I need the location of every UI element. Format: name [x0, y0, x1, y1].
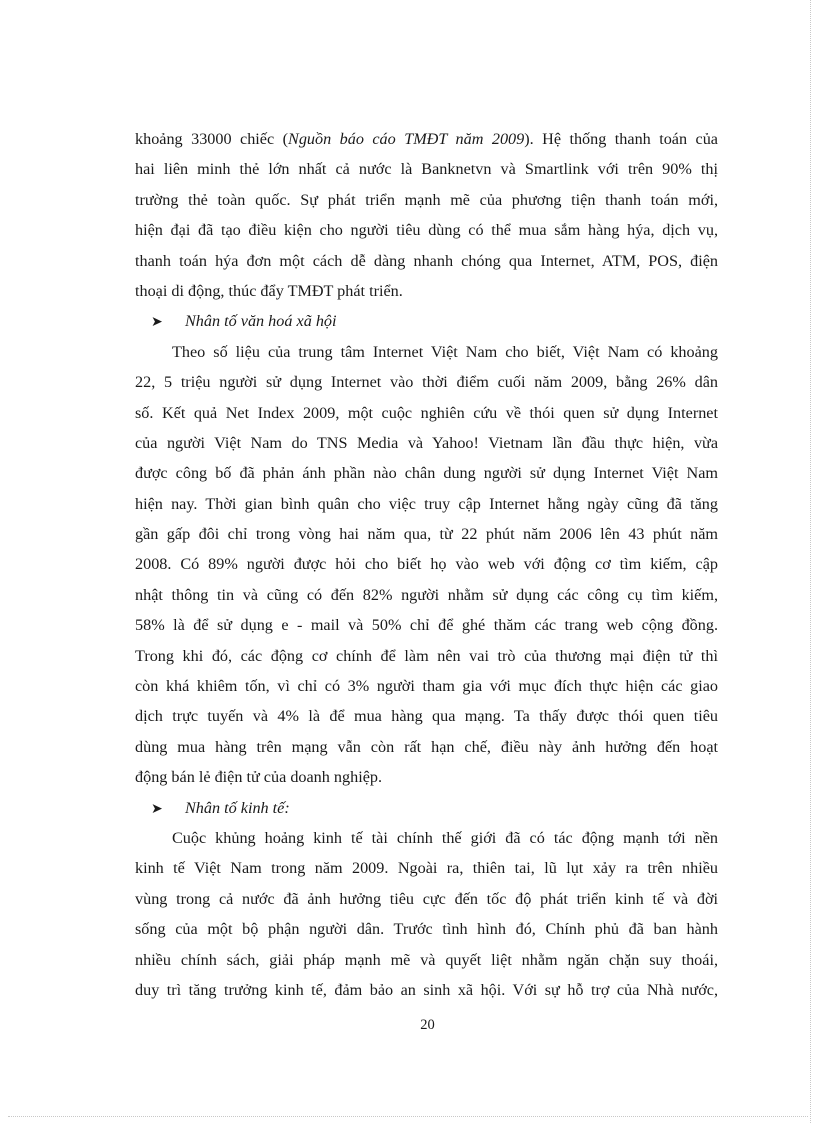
paragraph-1-line-1 — [135, 124, 718, 154]
paragraph-2-line: còn khá khiêm tốn, vì chỉ có 3% người tham gia với mục đích thực hiện các giao — [135, 677, 718, 696]
paragraph-2-line: nhật thông tin và cũng có đến 82% người nhằm sử dụng các công cụ tìm kiếm, — [135, 585, 718, 604]
citation-prefix: khoảng 33000 chiếc ( — [135, 130, 289, 148]
citation-source: Nguồn báo cáo TMĐT năm 2009 — [288, 130, 525, 148]
paragraph-3-line: vùng trong cả nước đã ảnh hưởng tiêu cực đến tốc độ phát triển kinh tế và đời — [135, 889, 718, 908]
paragraph-3-line: duy trì tăng trưởng kinh tế, đảm bảo an sinh xã hội. Với sự hỗ trợ của Nhà nước, — [135, 980, 718, 999]
page-boundary-right — [810, 0, 811, 1123]
paragraph-3-line: nhiều chính sách, giải pháp mạnh mẽ và quyết liệt nhằm ngăn chặn suy thoái, — [135, 950, 718, 969]
paragraph-1-line: trường thẻ toàn quốc. Sự phát triển mạnh mẽ của phương tiện thanh toán mới, — [135, 190, 718, 209]
paragraph-2-line: 2008. Có 89% người được hỏi cho biết họ vào web với động cơ tìm kiếm, cập — [135, 555, 718, 574]
section-heading-text: Nhân tố kinh tế: — [185, 798, 290, 817]
paragraph-2-line: gần gấp đôi chỉ trong vòng hai năm qua, từ 22 phút năm 2006 lên 43 phút năm — [135, 525, 718, 544]
paragraph-2-line: số. Kết quả Net Index 2009, một cuộc nghiên cứu về thói quen sử dụng Internet — [135, 403, 718, 422]
arrow-bullet-icon: ➤ — [151, 801, 163, 817]
citation-suffix: ). Hệ thống thanh toán của — [524, 130, 718, 148]
paragraph-2-line: dịch trực tuyến và 4% là để mua hàng qua mạng. Ta thấy được thói quen tiêu — [135, 707, 718, 726]
paragraph-2-line: 22, 5 triệu người sử dụng Internet vào thời điểm cuối năm 2009, bằng 26% dân — [135, 373, 718, 392]
paragraph-2-line: được công bố đã phản ánh phần nào chân dung người sử dụng Internet Việt Nam — [135, 464, 718, 483]
paragraph-2-line: 58% là để sử dụng e - mail và 50% chỉ để ghé thăm các trang web cộng đồng. — [135, 616, 718, 635]
section-heading-text: Nhân tố văn hoá xã hội — [185, 312, 337, 331]
paragraph-1-line: thanh toán hýa đơn một cách dễ dàng nhanh chóng qua Internet, ATM, POS, điện — [135, 251, 718, 270]
arrow-bullet-icon: ➤ — [151, 315, 163, 331]
paragraph-3-line: kinh tế Việt Nam trong năm 2009. Ngoài ra, thiên tai, lũ lụt xảy ra trên nhiều — [135, 859, 718, 878]
page-body — [135, 124, 718, 1005]
paragraph-2-line: dùng mua hàng trên mạng vẫn còn rất hạn chế, điều này ảnh hưởng đến hoạt — [135, 737, 718, 756]
section-heading-economy — [135, 793, 718, 823]
paragraph-2-line: Trong khi đó, các động cơ chính để làm nên vai trò của thương mại điện tử thì — [135, 646, 718, 665]
paragraph-2-line: Theo số liệu của trung tâm Internet Việt Nam cho biết, Việt Nam có khoảng — [172, 342, 718, 361]
paragraph-1-line: thoại di động, thúc đẩy TMĐT phát triển. — [135, 281, 403, 300]
paragraph-2-line: hiện nay. Thời gian bình quân cho việc truy cập Internet hằng ngày cũng đã tăng — [135, 494, 718, 513]
paragraph-1-line: hai liên minh thẻ lớn nhất cả nước là Banknetvn và Smartlink với trên 90% thị — [135, 160, 718, 179]
page-number: 20 — [420, 1017, 435, 1033]
page-boundary-bottom — [8, 1116, 808, 1117]
paragraph-3-line: Cuộc khủng hoảng kinh tế tài chính thế giới đã có tác động mạnh tới nền — [172, 828, 718, 847]
paragraph-1-line: hiện đại đã tạo điều kiện cho người tiêu dùng có thể mua sắm hàng hýa, dịch vụ, — [135, 221, 718, 240]
paragraph-2-line: của người Việt Nam do TNS Media và Yahoo! Vietnam lần đầu thực hiện, vừa — [135, 433, 718, 452]
paragraph-2-line: động bán lẻ điện tử của doanh nghiệp. — [135, 768, 383, 787]
paragraph-3-line: sống của một bộ phận người dân. Trước tình hình đó, Chính phủ đã ban hành — [135, 920, 718, 939]
section-heading-culture — [135, 306, 718, 336]
